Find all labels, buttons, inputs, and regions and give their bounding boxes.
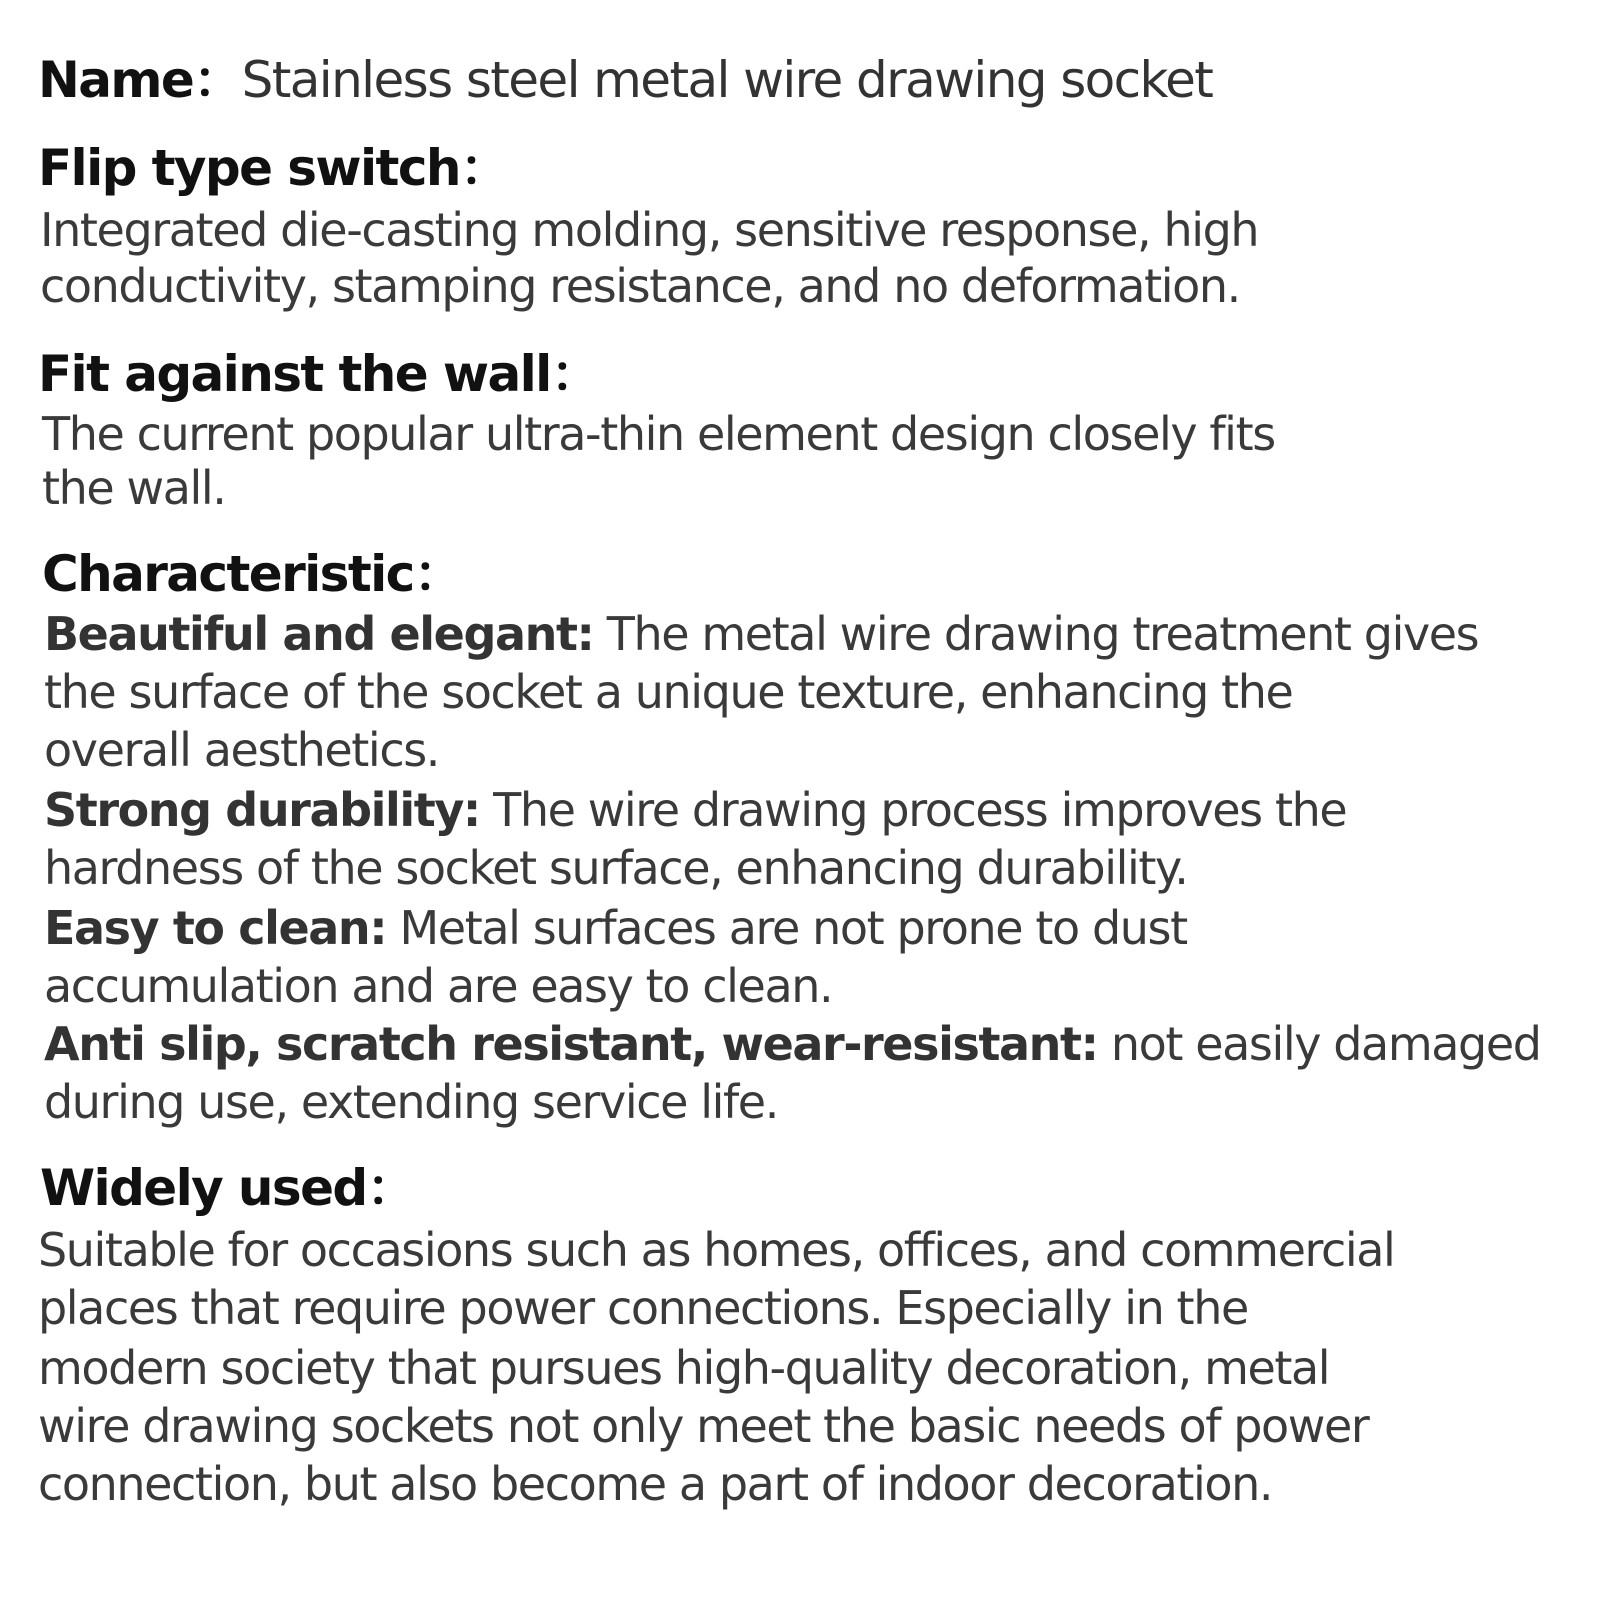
fit-wall-text-line: the wall. xyxy=(42,461,226,515)
flip-switch-text-line: Integrated die-casting molding, sensitive response, high xyxy=(40,203,1259,257)
widely-used-text-line: places that require power connections. Especially in the xyxy=(38,1281,1248,1335)
characteristic-item-line: the surface of the socket a unique texture, enhancing the xyxy=(44,665,1293,719)
characteristic-heading: Characteristic： xyxy=(42,545,463,603)
characteristic-item-text: The wire drawing process improves the xyxy=(479,783,1347,837)
characteristic-item-line xyxy=(44,898,1187,958)
characteristic-item-lead: Anti slip, scratch resistant, wear-resistant: xyxy=(44,1017,1098,1071)
characteristic-item-text: Metal surfaces are not prone to dust xyxy=(386,901,1187,955)
characteristic-item-line xyxy=(44,1014,1541,1074)
widely-used-text-line: wire drawing sockets not only meet the basic needs of power xyxy=(38,1399,1369,1453)
name-label: Name： xyxy=(38,51,242,109)
characteristic-item-lead: Beautiful and elegant: xyxy=(44,607,594,661)
characteristic-item-line: during use, extending service life. xyxy=(44,1075,778,1129)
characteristic-item-text: not easily damaged xyxy=(1097,1017,1541,1071)
characteristic-item-lead: Strong durability: xyxy=(44,783,480,837)
widely-used-heading: Widely used： xyxy=(40,1159,415,1217)
widely-used-text-line: connection, but also become a part of indoor decoration. xyxy=(38,1457,1273,1511)
fit-wall-text-line: The current popular ultra-thin element design closely fits xyxy=(42,407,1275,461)
characteristic-item-text: The metal wire drawing treatment gives xyxy=(593,607,1479,661)
characteristic-item-line xyxy=(44,780,1346,840)
characteristic-item-lead: Easy to clean: xyxy=(44,901,387,955)
fit-wall-heading: Fit against the wall： xyxy=(38,345,600,403)
characteristic-item-line xyxy=(44,604,1478,664)
widely-used-text-line: modern society that pursues high-quality decoration, metal xyxy=(38,1341,1330,1395)
name-row xyxy=(38,50,1212,110)
flip-switch-heading: Flip type switch： xyxy=(38,139,509,197)
name-value: Stainless steel metal wire drawing socket xyxy=(241,51,1213,109)
characteristic-item-line: overall aesthetics. xyxy=(44,723,439,777)
characteristic-item-line: hardness of the socket surface, enhancing durability. xyxy=(44,841,1188,895)
characteristic-item-line: accumulation and are easy to clean. xyxy=(44,959,833,1013)
widely-used-text-line: Suitable for occasions such as homes, offices, and commercial xyxy=(38,1223,1395,1277)
flip-switch-text-line: conductivity, stamping resistance, and no deformation. xyxy=(40,259,1240,313)
